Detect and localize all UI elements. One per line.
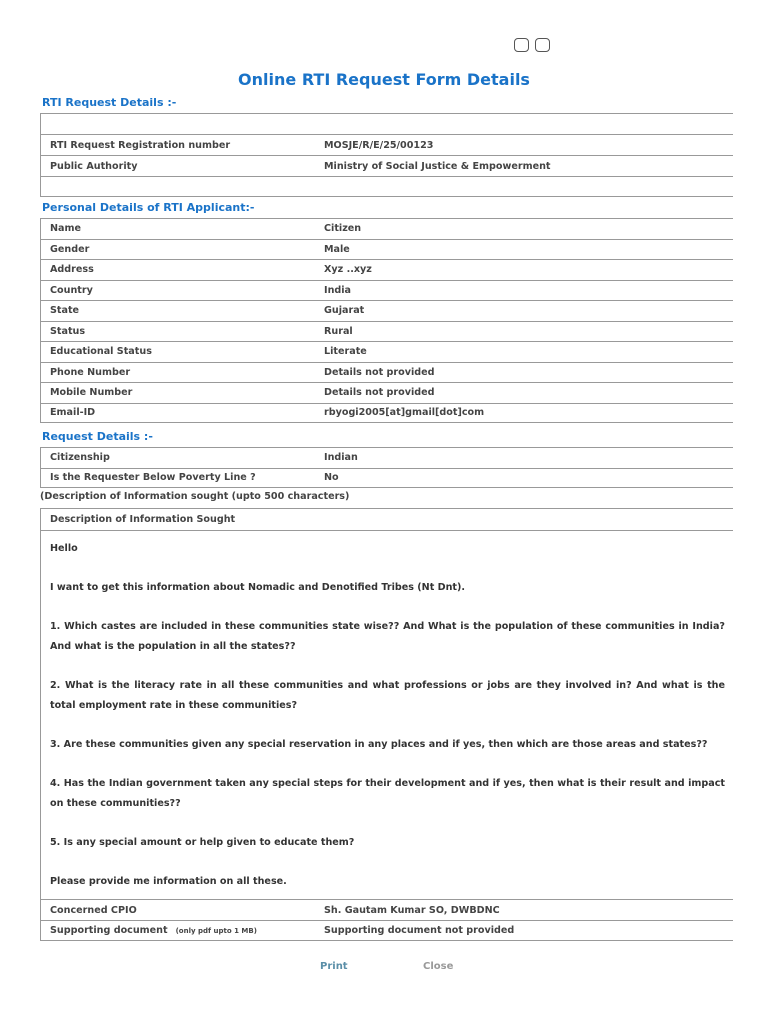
table-row-empty [41, 176, 733, 197]
row-label: Mobile Number [50, 387, 133, 399]
square-icon[interactable] [514, 38, 529, 52]
table-row [41, 447, 733, 468]
table-row [41, 382, 733, 403]
table-row [41, 321, 733, 342]
section-request-heading: RTI Request Details :- [42, 96, 177, 109]
table-row [41, 259, 733, 280]
row-value: Indian [324, 452, 358, 464]
description-header: Description of Information Sought [41, 509, 733, 531]
page-title: Online RTI Request Form Details [238, 70, 530, 89]
row-label: Email-ID [50, 407, 96, 419]
description-paragraph: Hello [50, 543, 78, 554]
close-button[interactable]: Close [423, 961, 454, 972]
table-row [41, 920, 733, 941]
details-table [40, 447, 733, 488]
row-value: Literate [324, 346, 367, 358]
table-row [41, 341, 733, 362]
table-row-empty [41, 113, 733, 134]
row-label: Name [50, 223, 82, 235]
row-value: Details not provided [324, 366, 435, 378]
row-label: Is the Requester Below Poverty Line ? [50, 472, 256, 484]
footer-table [40, 899, 733, 941]
description-paragraph: I want to get this information about Nomadic and Denotified Tribes (Nt Dnt). [50, 582, 466, 594]
row-value: Citizen [324, 223, 362, 235]
description-paragraph: 1. Which castes are included in these communities state wise?? And What is the population of these communities in India? And what is the population in all the states?? [50, 621, 725, 652]
row-label: Phone Number [50, 366, 131, 378]
description-paragraph: 4. Has the Indian government taken any special steps for their development and if yes, then what is their result and impact on these communities?? [50, 778, 725, 809]
row-value: Xyz ..xyz [324, 264, 372, 276]
row-label: Gender [50, 243, 90, 255]
row-label: RTI Request Registration number [50, 139, 231, 151]
description-paragraph: Please provide me information on all these. [50, 876, 287, 888]
section-request-details-heading: Request Details :- [42, 430, 153, 443]
description-note: (Description of Information sought (upto 500 characters) [40, 491, 350, 502]
row-value: Male [324, 243, 350, 255]
table-row [41, 468, 733, 489]
table-row [41, 300, 733, 321]
table-row [41, 155, 733, 176]
table-row [41, 218, 733, 239]
row-value: rbyogi2005[at]gmail[dot]com [324, 407, 485, 419]
table-row [41, 362, 733, 383]
row-value: Gujarat [324, 305, 365, 317]
document-value: Supporting document not provided [324, 925, 515, 936]
document-label-cell [41, 925, 324, 936]
description-body [41, 531, 733, 892]
row-label: State [50, 305, 80, 317]
document-label: Supporting document [50, 925, 168, 936]
row-value: Rural [324, 325, 353, 337]
section-personal-heading: Personal Details of RTI Applicant:- [42, 201, 255, 214]
description-box [40, 508, 733, 901]
description-paragraph: 2. What is the literacy rate in all these communities and what professions or jobs are they involved in? And what is the total employment rate in these communities? [50, 680, 725, 711]
row-label: Public Authority [50, 160, 138, 172]
table-row [41, 403, 733, 424]
window-controls [514, 38, 550, 52]
row-label: Citizenship [50, 452, 110, 464]
table-row [41, 899, 733, 920]
description-paragraph: 5. Is any special amount or help given to educate them? [50, 836, 355, 848]
row-label: Status [50, 325, 86, 337]
row-value: India [324, 284, 352, 296]
table-row [41, 134, 733, 155]
row-label: Address [50, 264, 94, 276]
document-note: (only pdf upto 1 MB) [175, 927, 257, 935]
table-row [41, 280, 733, 301]
cpio-label: Concerned CPIO [50, 904, 137, 916]
row-value: No [324, 472, 339, 484]
description-paragraph: 3. Are these communities given any special reservation in any places and if yes, then which are those areas and states?? [50, 738, 708, 750]
row-label: Educational Status [50, 346, 152, 358]
row-value: MOSJE/R/E/25/00123 [324, 139, 434, 151]
row-label: Country [50, 284, 93, 296]
print-button[interactable]: Print [320, 961, 348, 972]
row-value: Details not provided [324, 387, 435, 399]
table-row [41, 239, 733, 260]
square-icon[interactable] [535, 38, 550, 52]
cpio-value: Sh. Gautam Kumar SO, DWBDNC [324, 904, 500, 916]
row-value: Ministry of Social Justice & Empowerment [324, 160, 551, 172]
request-table [40, 113, 733, 197]
personal-table [40, 218, 733, 423]
